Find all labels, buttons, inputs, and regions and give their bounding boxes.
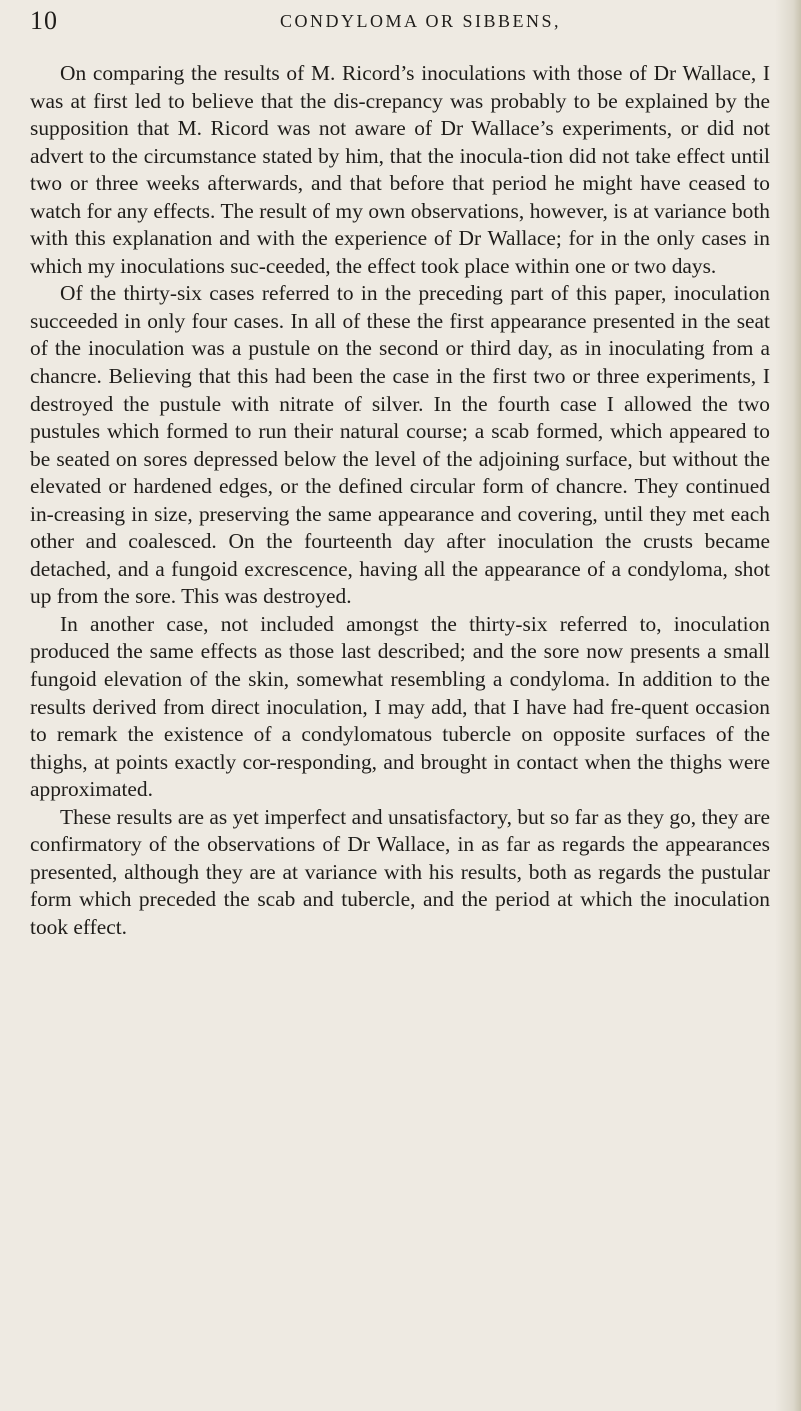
running-head <box>30 6 750 46</box>
paragraph: In another case, not included amongst the thirty-six referred to, inoculation produced the same effects as those last described; and the sore now presents a small fungoid elevation of the skin, somewhat resembling a condyloma. In addition to the results derived from direct inoculation, I may add, that I have had fre-quent occasion to remark the existence of a condylomatous tubercle on opposite surfaces of the thighs, at points exactly cor-responding, and brought in contact when the thighs were approximated. <box>30 611 770 802</box>
paragraph: On comparing the results of M. Ricord’s inoculations with those of Dr Wallace, I was at first led to believe that the dis-crepancy was probably to be explained by the supposition that M. Ricord was not aware of Dr Wallace’s experiments, or did not advert to the circumstance stated by him, that the inocula-tion did not take effect until two or three weeks afterwards, and that before that period he might have ceased to watch for any effects. The result of my own observations, however, is at variance both with this explanation and with the experience of Dr Wallace; for in the only cases in which my inoculations suc-ceeded, the effect took place within one or two days. <box>30 61 770 278</box>
body-text <box>30 60 770 942</box>
paragraph: These results are as yet imperfect and unsatisfactory, but so far as they go, they are confirmatory of the observations of Dr Wallace, in as far as regards the appearances presented, although they are at variance with his results, both as regards the pustular form which preceded the scab and tubercle, and the period at which the inoculation took effect. <box>30 804 770 939</box>
paragraph: Of the thirty-six cases referred to in the preceding part of this paper, inoculation succeeded in only four cases. In all of these the first appearance presented in the seat of the inoculation was a pustule on the second or third day, as in inoculating from a chancre. Believing that this had been the case in the first two or three experiments, I destroyed the pustule with nitrate of silver. In the fourth case I allowed the two pustules which formed to run their natural course; a scab formed, which appeared to be seated on sores depressed below the level of the adjoining surface, but without the elevated or hardened edges, or the defined circular form of chancre. They continued in-creasing in size, preserving the same appearance and covering, until they met each other and coalesced. On the fourteenth day after inoculation the crusts became detached, and a fungoid excrescence, having all the appearance of a condyloma, shot up from the sore. This was destroyed. <box>30 281 770 609</box>
page-edge-shadow <box>775 0 801 1411</box>
page-number: 10 <box>30 6 58 35</box>
running-title: CONDYLOMA OR SIBBENS, <box>280 11 562 31</box>
